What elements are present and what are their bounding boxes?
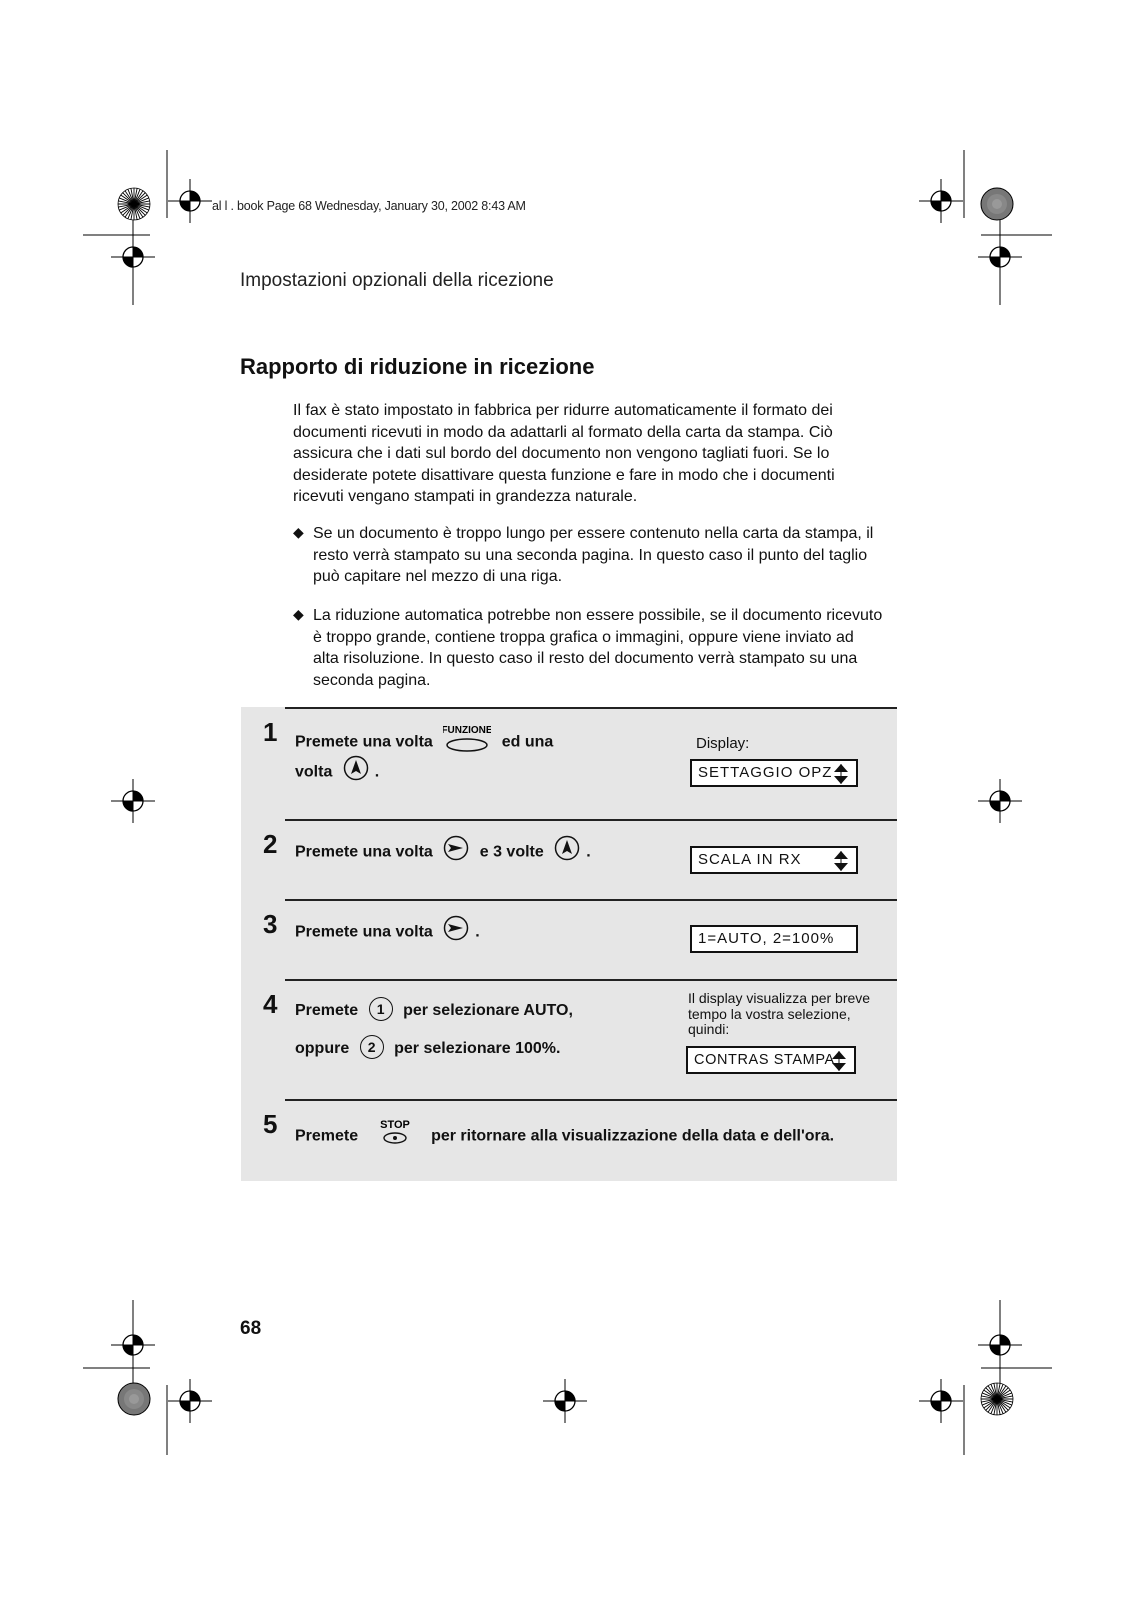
stop-key-icon <box>377 1117 413 1152</box>
lcd-scroll-arrows-icon <box>830 1050 848 1072</box>
step-divider <box>285 707 897 709</box>
lcd-display: SETTAGGIO OPZ <box>690 759 858 787</box>
bullet-text: Se un documento è troppo lungo per essere contenuto nella carta da stampa, il resto verrà stampato su una seconda pagina. In questo caso il punto del taglio può capitare nel mezzo di una riga. <box>313 525 874 585</box>
bullet-item <box>293 523 883 588</box>
up-arrow-key-icon <box>343 755 369 786</box>
intro-paragraph: Il fax è stato impostato in fabbrica per ridurre automaticamente il formato dei documenti ricevuti in modo da adattarli al formato della carta da stampa. Ciò assicura che i dati sul bordo del documento non vengono tagliati fuori. Se lo desiderate potete disattivare questa funzione e fare in modo che i documenti ricevuti vengano stampati in grandezza naturale. <box>293 402 835 505</box>
section-header: Impostazioni opzionali della ricezione <box>240 270 554 291</box>
lcd-display: SCALA IN RX <box>690 846 858 874</box>
display-label: Display: <box>696 735 750 752</box>
step-number: 4 <box>263 989 278 1019</box>
step-number: 1 <box>263 717 278 747</box>
svg-text:FUNZIONE: FUNZIONE <box>443 725 492 736</box>
up-arrow-key-icon <box>554 835 580 866</box>
key-1-icon: 1 <box>369 997 393 1021</box>
step-1-text-line2: volta . <box>295 757 379 788</box>
step-divider <box>285 1099 897 1101</box>
diamond-bullet-icon: ◆ <box>293 524 304 540</box>
lcd-display: CONTRAS STAMPA <box>686 1046 856 1074</box>
right-arrow-key-icon <box>443 915 469 946</box>
step-5-text: Premete STOP per ritornare alla visualizzazione della data e dell'ora. <box>295 1119 834 1154</box>
funzione-key-icon <box>443 723 491 758</box>
file-header: al l . book Page 68 Wednesday, January 30, 2002 8:43 AM <box>212 199 526 213</box>
right-arrow-key-icon <box>443 835 469 866</box>
diamond-bullet-icon: ◆ <box>293 606 304 622</box>
step-divider <box>285 899 897 901</box>
step-1-text: Premete una volta FUNZIONE ed una <box>295 725 553 760</box>
step-divider <box>285 979 897 981</box>
steps-panel <box>241 707 897 1181</box>
bullet-text: La riduzione automatica potrebbe non essere possibile, se il documento ricevuto è troppo grande, contiene troppa grafica o immagini, oppure viene inviato ad alta risoluzione. In questo caso il resto del documento verrà stampato su una seconda pagina. <box>313 607 883 689</box>
bullet-item <box>293 605 883 691</box>
step-number: 5 <box>263 1109 278 1139</box>
svg-text:STOP: STOP <box>379 1119 410 1131</box>
key-2-icon: 2 <box>360 1035 384 1059</box>
step-2-text: Premete una volta e 3 volte . <box>295 837 591 868</box>
page-title: Rapporto di riduzione in ricezione <box>240 354 595 379</box>
page-number: 68 <box>240 1318 262 1339</box>
lcd-display: 1=AUTO, 2=100% <box>690 925 858 953</box>
step-number: 2 <box>263 829 278 859</box>
lcd-scroll-arrows-icon <box>832 850 850 872</box>
step-divider <box>285 819 897 821</box>
step-4-text-line2: oppure 2 per selezionare 100%. <box>295 1037 560 1061</box>
display-note: Il display visualizza per breve tempo la vostra selezione, quindi: <box>688 990 871 1037</box>
step-number: 3 <box>263 909 278 939</box>
lcd-scroll-arrows-icon <box>832 763 850 785</box>
step-4-text: Premete 1 per selezionare AUTO, <box>295 999 573 1023</box>
step-3-text: Premete una volta . <box>295 917 480 948</box>
